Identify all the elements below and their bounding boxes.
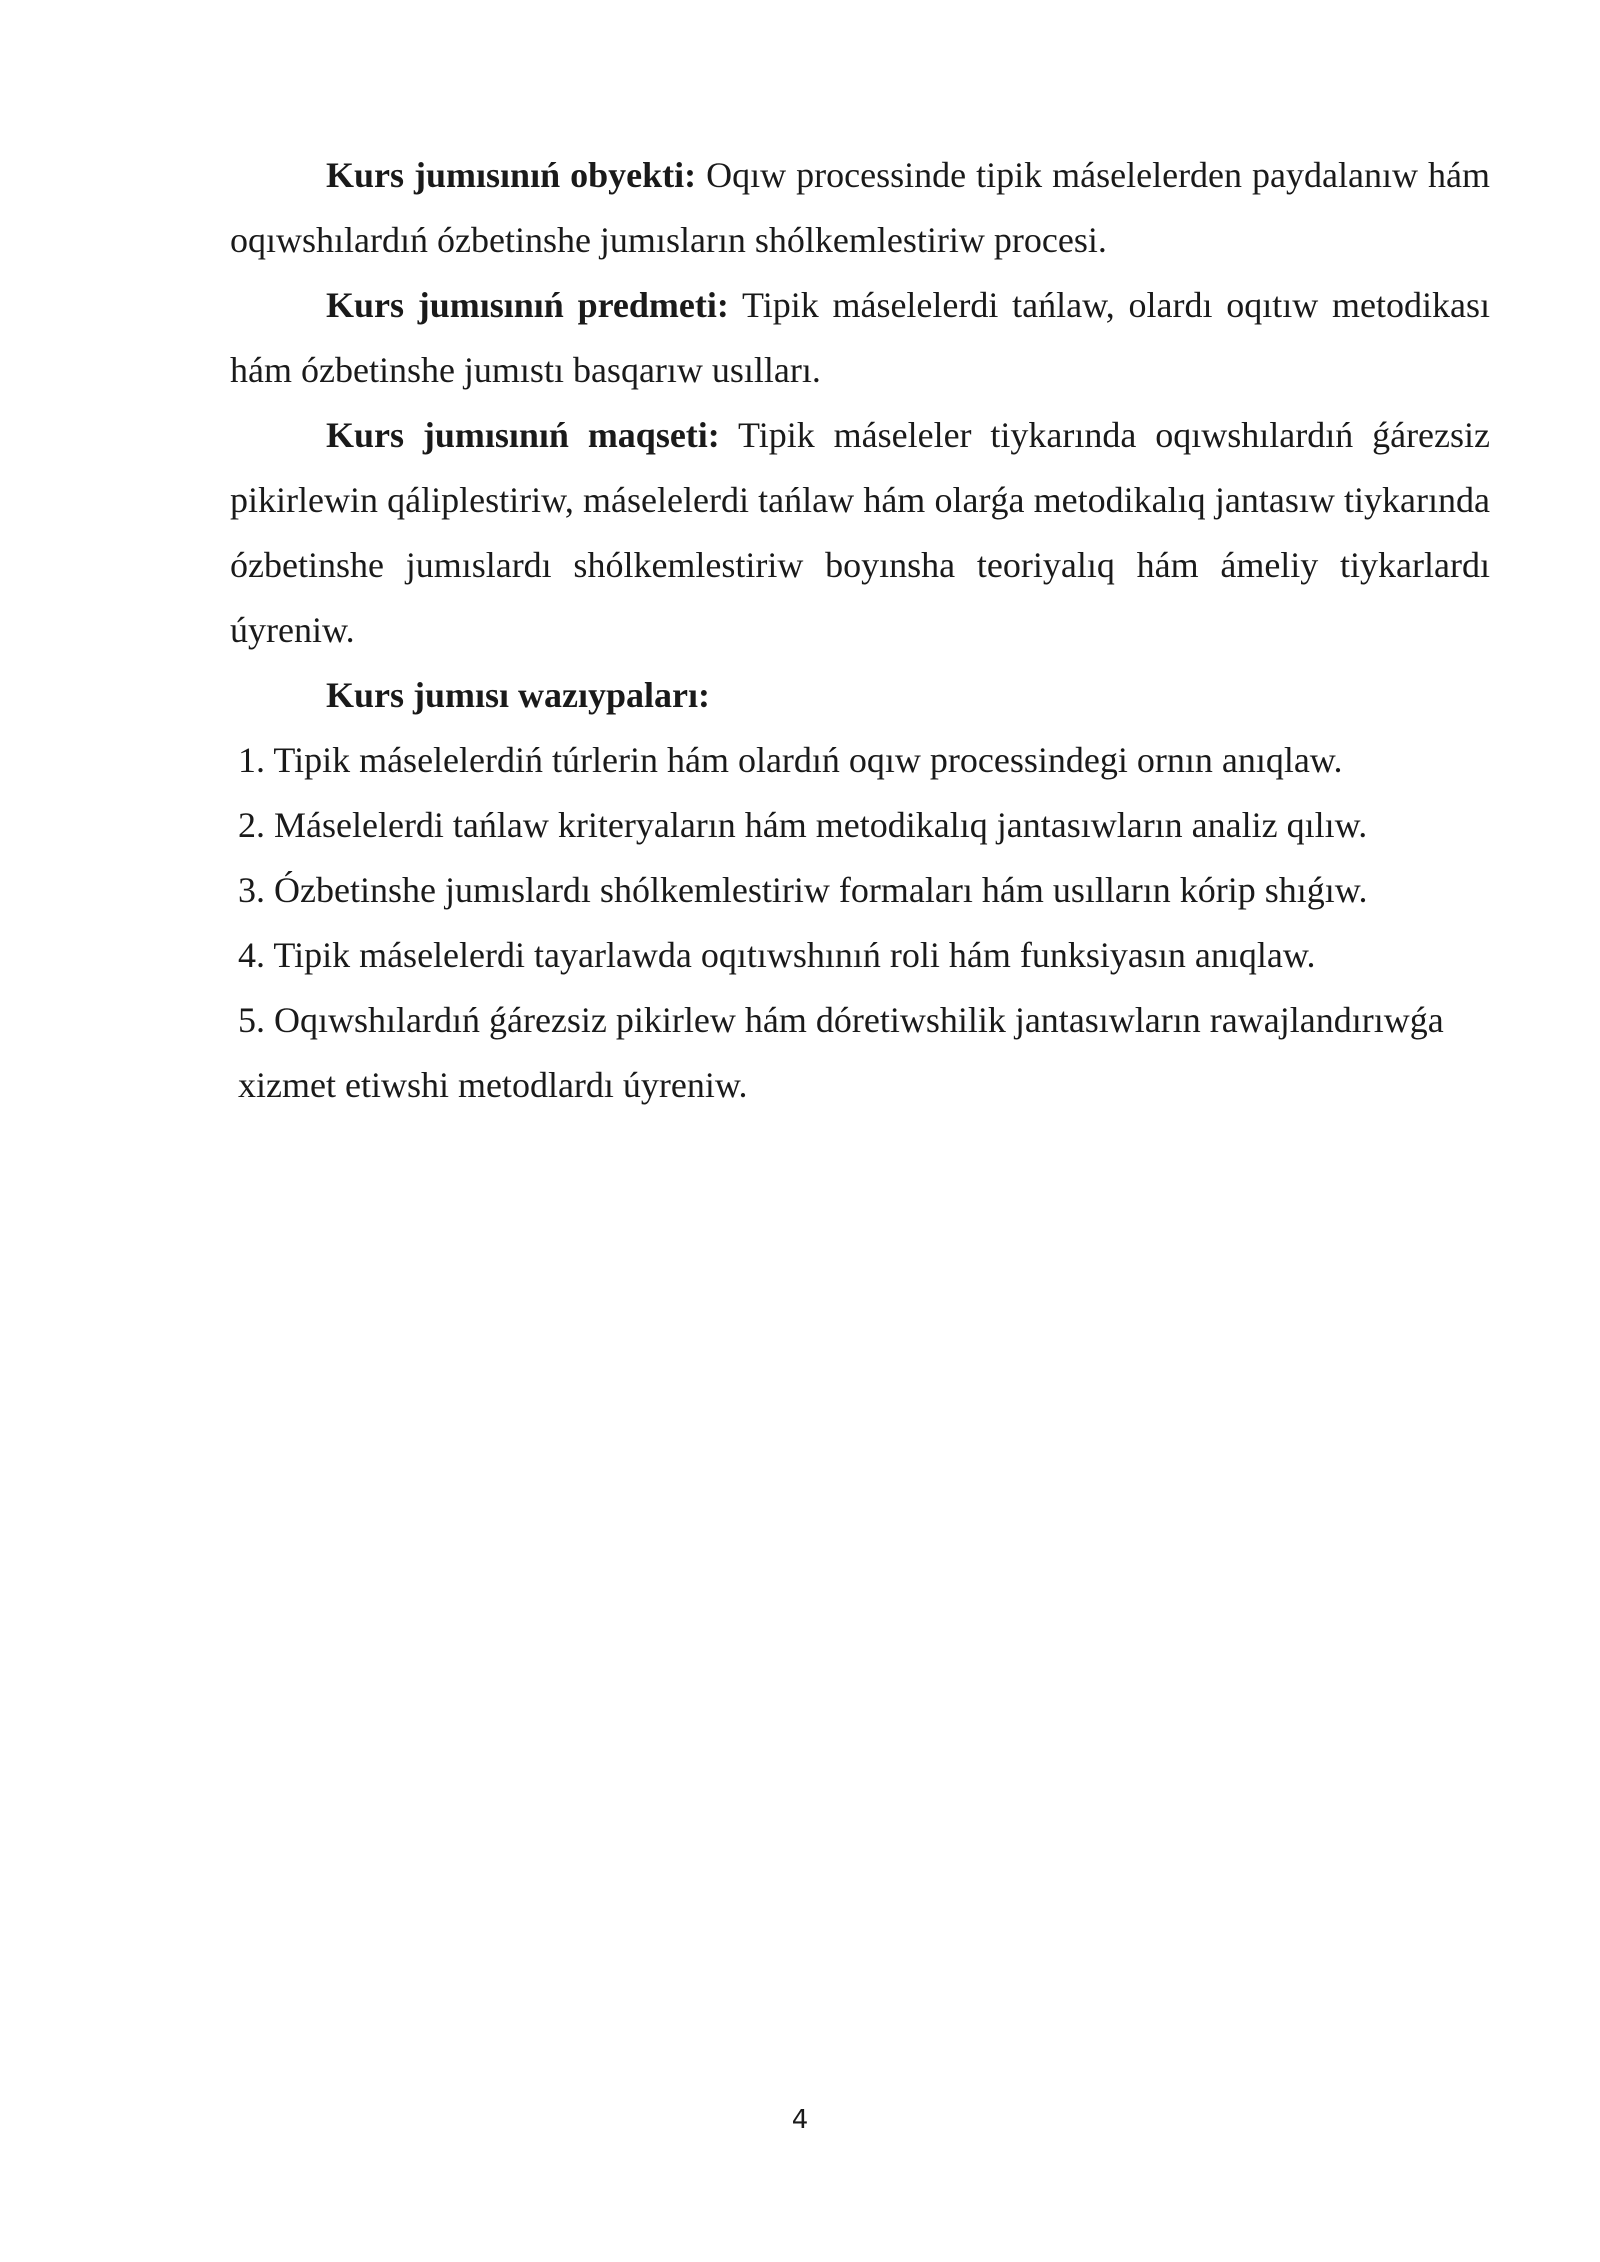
tasks-list [230,728,1490,1118]
object-label: Kurs jumısınıń obyekti: [326,155,697,195]
goal-text: Tipik máseleler tiykarında oqıwshılardıń ǵárezsiz pikirlewin qáliplestiriw, máselelerdi tańlaw hám olarǵa metodikalıq jantasıw tiykarında ózbetinshe jumıslardı shólkemlestiriw boyınsha teoriyalıq hám ámeliy tiykarlardı úyreniw. [230,415,1491,650]
page-number: 4 [791,2105,809,2135]
page-content [230,143,1490,1118]
subject-paragraph [230,273,1490,403]
subject-label: Kurs jumısınıń predmeti: [326,285,729,325]
task-item-2: 2. Máselelerdi tańlaw kriteryaların hám metodikalıq jantasıwların analiz qılıw. [238,805,1368,845]
task-item-5: 5. Oqıwshılardıń ǵárezsiz pikirlew hám dóretiwshilik jantasıwların rawajlandırıwǵa xizmet etiwshi metodlardı úyreniw. [238,1000,1444,1105]
object-paragraph [230,143,1490,273]
task-item-4: 4. Tipik máselelerdi tayarlawda oqıtıwshınıń roli hám funksiyasın anıqlaw. [238,935,1316,975]
subject-text: Tipik máselelerdi tańlaw, olardı oqıtıw metodikası hám ózbetinshe jumıstı basqarıw usılları. [230,285,1490,390]
tasks-heading: Kurs jumısı wazıypaları: [326,675,710,715]
task-item-1: 1. Tipik máselelerdiń túrlerin hám olardıń oqıw processindegi ornın anıqlaw. [238,740,1343,780]
goal-paragraph [230,403,1490,663]
object-text: Oqıw processinde tipik máselelerden paydalanıw hám oqıwshılardıń ózbetinshe jumısların shólkemlestiriw procesi. [230,155,1490,260]
task-item-3: 3. Ózbetinshe jumıslardı shólkemlestiriw formaları hám usılların kórip shıǵıw. [238,870,1368,910]
goal-label: Kurs jumısınıń maqseti: [326,415,720,455]
